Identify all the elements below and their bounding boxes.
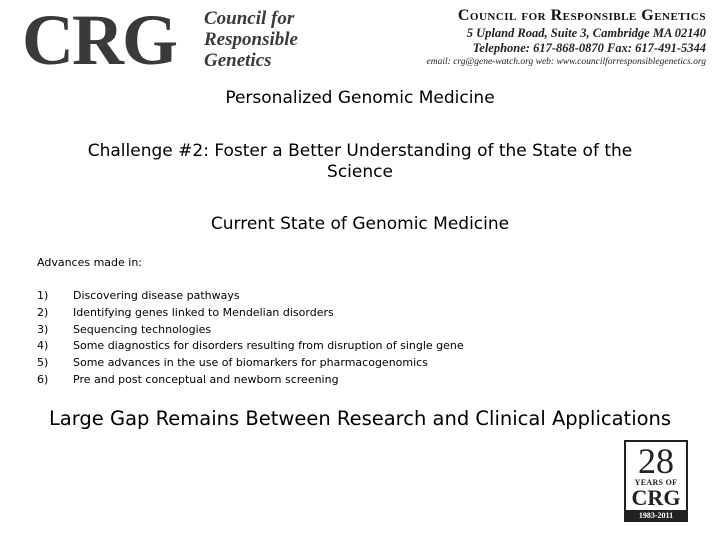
list-item — [37, 305, 464, 322]
logo-mark: CRG — [22, 0, 176, 80]
list-item — [37, 288, 464, 305]
section-heading: Current State of Genomic Medicine — [210, 214, 510, 234]
gap-statement: Large Gap Remains Between Research and Clinical Applications — [48, 407, 672, 430]
logo-line: Genetics — [204, 50, 272, 71]
logo-line: Council for — [204, 8, 295, 29]
address: 5 Upland Road, Suite 3, Cambridge MA 02140 — [466, 26, 706, 40]
list-item — [37, 322, 464, 339]
list-text: Pre and post conceptual and newborn screening — [73, 372, 339, 386]
list-text: Identifying genes linked to Mendelian disorders — [73, 305, 334, 319]
advances-label: Advances made in: — [37, 256, 143, 269]
list-text: Sequencing technologies — [73, 322, 212, 336]
phone-fax: Telephone: 617-868-0870 Fax: 617-491-5344 — [472, 41, 706, 55]
list-item — [37, 355, 464, 372]
list-text: Some advances in the use of biomarkers for pharmacogenomics — [73, 356, 428, 370]
logo-line: Responsible — [204, 29, 298, 50]
badge-crg: CRG — [631, 485, 681, 510]
challenge-heading: Challenge #2: Foster a Better Understanding of the State of the Science — [87, 141, 633, 182]
list-number: 6) — [37, 372, 49, 386]
badge-dates: 1983-2011 — [626, 510, 686, 521]
list-number: 1) — [37, 289, 49, 302]
badge-years-of: YEARS OF — [634, 478, 678, 487]
list-item — [37, 372, 464, 389]
anniversary-badge — [624, 440, 688, 522]
list-text: Discovering disease pathways — [73, 289, 240, 302]
email-web: email: crg@gene-watch.org web: www.councilforresponsiblegenetics.org — [426, 57, 706, 67]
list-text: Some diagnostics for disorders resulting from disruption of single gene — [73, 339, 464, 353]
org-name: Council for Responsible Genetics — [457, 7, 706, 24]
list-number: 3) — [37, 322, 49, 336]
list-number: 4) — [37, 339, 49, 353]
list-number: 5) — [37, 356, 49, 370]
advances-list — [37, 288, 464, 389]
contact-block — [427, 6, 706, 69]
page-title: Personalized Genomic Medicine — [225, 88, 495, 108]
badge-number: 28 — [638, 441, 674, 481]
list-item — [37, 338, 464, 355]
list-number: 2) — [37, 305, 49, 319]
logo-wordmark — [204, 8, 298, 71]
